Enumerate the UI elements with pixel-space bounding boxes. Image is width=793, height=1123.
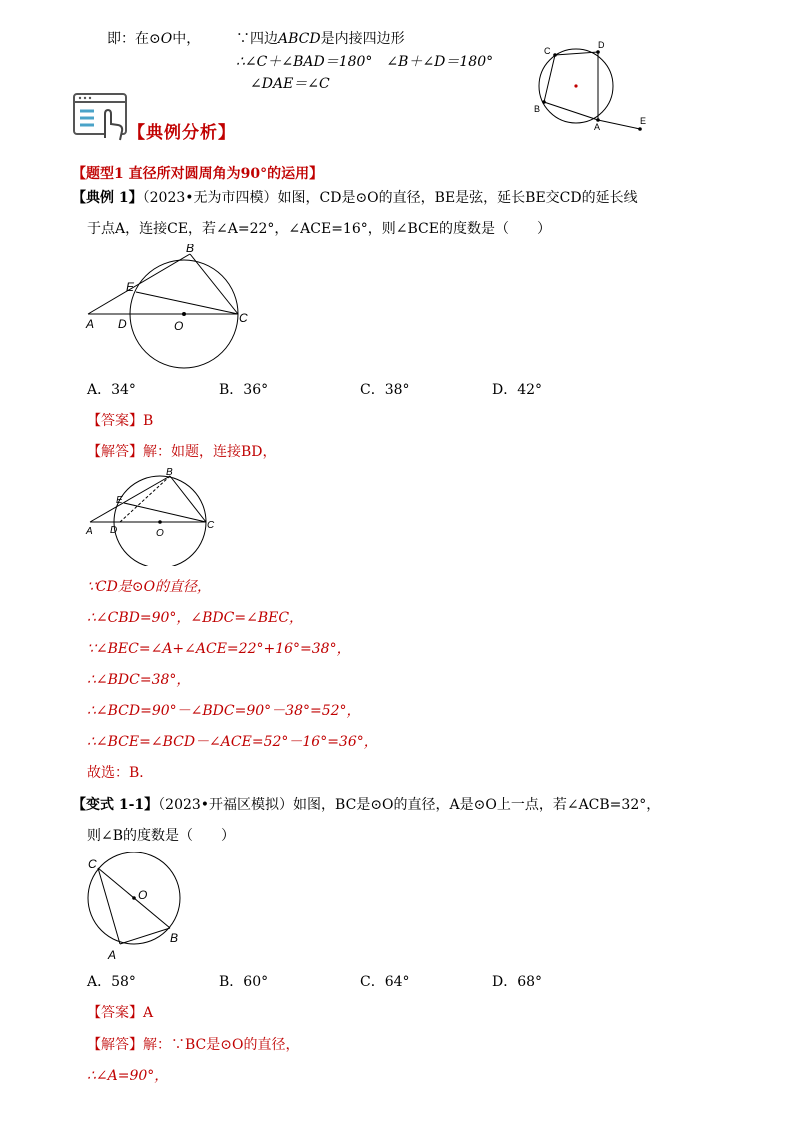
label-b: B: [166, 467, 173, 478]
solution-figure: [84, 466, 224, 566]
step-5: ∴∠BCD=90°－∠BDC=90°－38°=52°，: [87, 703, 361, 719]
example-1-line-1: 【典例 1】（2023•无为市四模）如图，CD是⊙O的直径，BE是弦，延长BE交CD的延长线: [72, 190, 638, 206]
inscribed-quadrilateral-figure: [528, 36, 658, 136]
option-b: B．36°: [219, 382, 269, 398]
step-6: ∴∠BCE=∠BCD－∠ACE=52°－16°=36°，: [87, 734, 378, 750]
solution-intro: 【解答】解：如题，连接BD，: [87, 444, 277, 460]
inscribed-quad-statement: ∵四边ABCD是内接四边形: [236, 31, 405, 47]
conclusion-intro: 即：在⊙O中，: [107, 31, 201, 47]
document-hand-icon: [72, 92, 130, 142]
label-c: C: [88, 857, 97, 871]
var-option-a: A．58°: [87, 974, 136, 990]
label-a: A: [86, 526, 93, 537]
label-b: B: [534, 104, 541, 114]
var-option-c: C．64°: [360, 974, 410, 990]
var-option-d: D．68°: [492, 974, 543, 990]
step-7: 故选：B．: [87, 765, 154, 781]
variant-1-1-line-2: 则∠B的度数是（ ）: [87, 828, 236, 844]
variant-figure: [80, 852, 190, 964]
exterior-angle-statement: ∠DAE＝∠C: [250, 76, 330, 92]
label-b: B: [170, 931, 179, 945]
option-c: C．38°: [360, 382, 410, 398]
step-2: ∴∠CBD=90°，∠BDC=∠BEC，: [87, 610, 304, 626]
label-c: C: [207, 520, 215, 531]
var-solution-intro: 【解答】解：∵BC是⊙O的直径，: [87, 1037, 300, 1053]
step-3: ∵∠BEC=∠A+∠ACE=22°+16°=38°，: [87, 641, 351, 657]
label-c: C: [544, 46, 551, 56]
label-d: D: [110, 525, 118, 536]
label-a: A: [594, 122, 601, 132]
angle-sum-statement: ∴∠C＋∠BAD＝180° ∠B＋∠D＝180°: [236, 54, 494, 70]
option-d: D．42°: [492, 382, 543, 398]
label-o: O: [156, 528, 164, 539]
label-e: E: [640, 116, 647, 126]
variant-1-1-line-1: 【变式 1-1】（2023•开福区模拟）如图，BC是⊙O的直径，A是⊙O上一点，若∠ACB=32°，: [72, 797, 661, 813]
var-step-1: ∴∠A=90°，: [87, 1068, 169, 1084]
label-e: E: [126, 280, 135, 294]
option-a: A．34°: [87, 382, 136, 398]
label-a: A: [86, 317, 95, 331]
label-c: C: [239, 311, 248, 325]
label-o: O: [174, 319, 184, 333]
label-b: B: [186, 244, 195, 255]
banner-title: 【典例分析】: [128, 123, 236, 143]
step-1: ∵CD是⊙O的直径，: [87, 579, 212, 595]
label-o: O: [138, 888, 148, 902]
var-answer: 【答案】A: [87, 1005, 154, 1021]
var-option-b: B．60°: [219, 974, 269, 990]
example-1-figure: [80, 244, 260, 372]
answer: 【答案】B: [87, 413, 154, 429]
label-d: D: [118, 317, 127, 331]
section-heading: 【题型1 直径所对圆周角为90°的运用】: [72, 166, 324, 182]
label-e: E: [116, 495, 123, 506]
label-d: D: [598, 40, 605, 50]
example-1-line-2: 于点A，连接CE，若∠A=22°，∠ACE=16°，则∠BCE的度数是（ ）: [87, 221, 551, 237]
label-a: A: [108, 948, 117, 962]
step-4: ∴∠BDC=38°，: [87, 672, 191, 688]
